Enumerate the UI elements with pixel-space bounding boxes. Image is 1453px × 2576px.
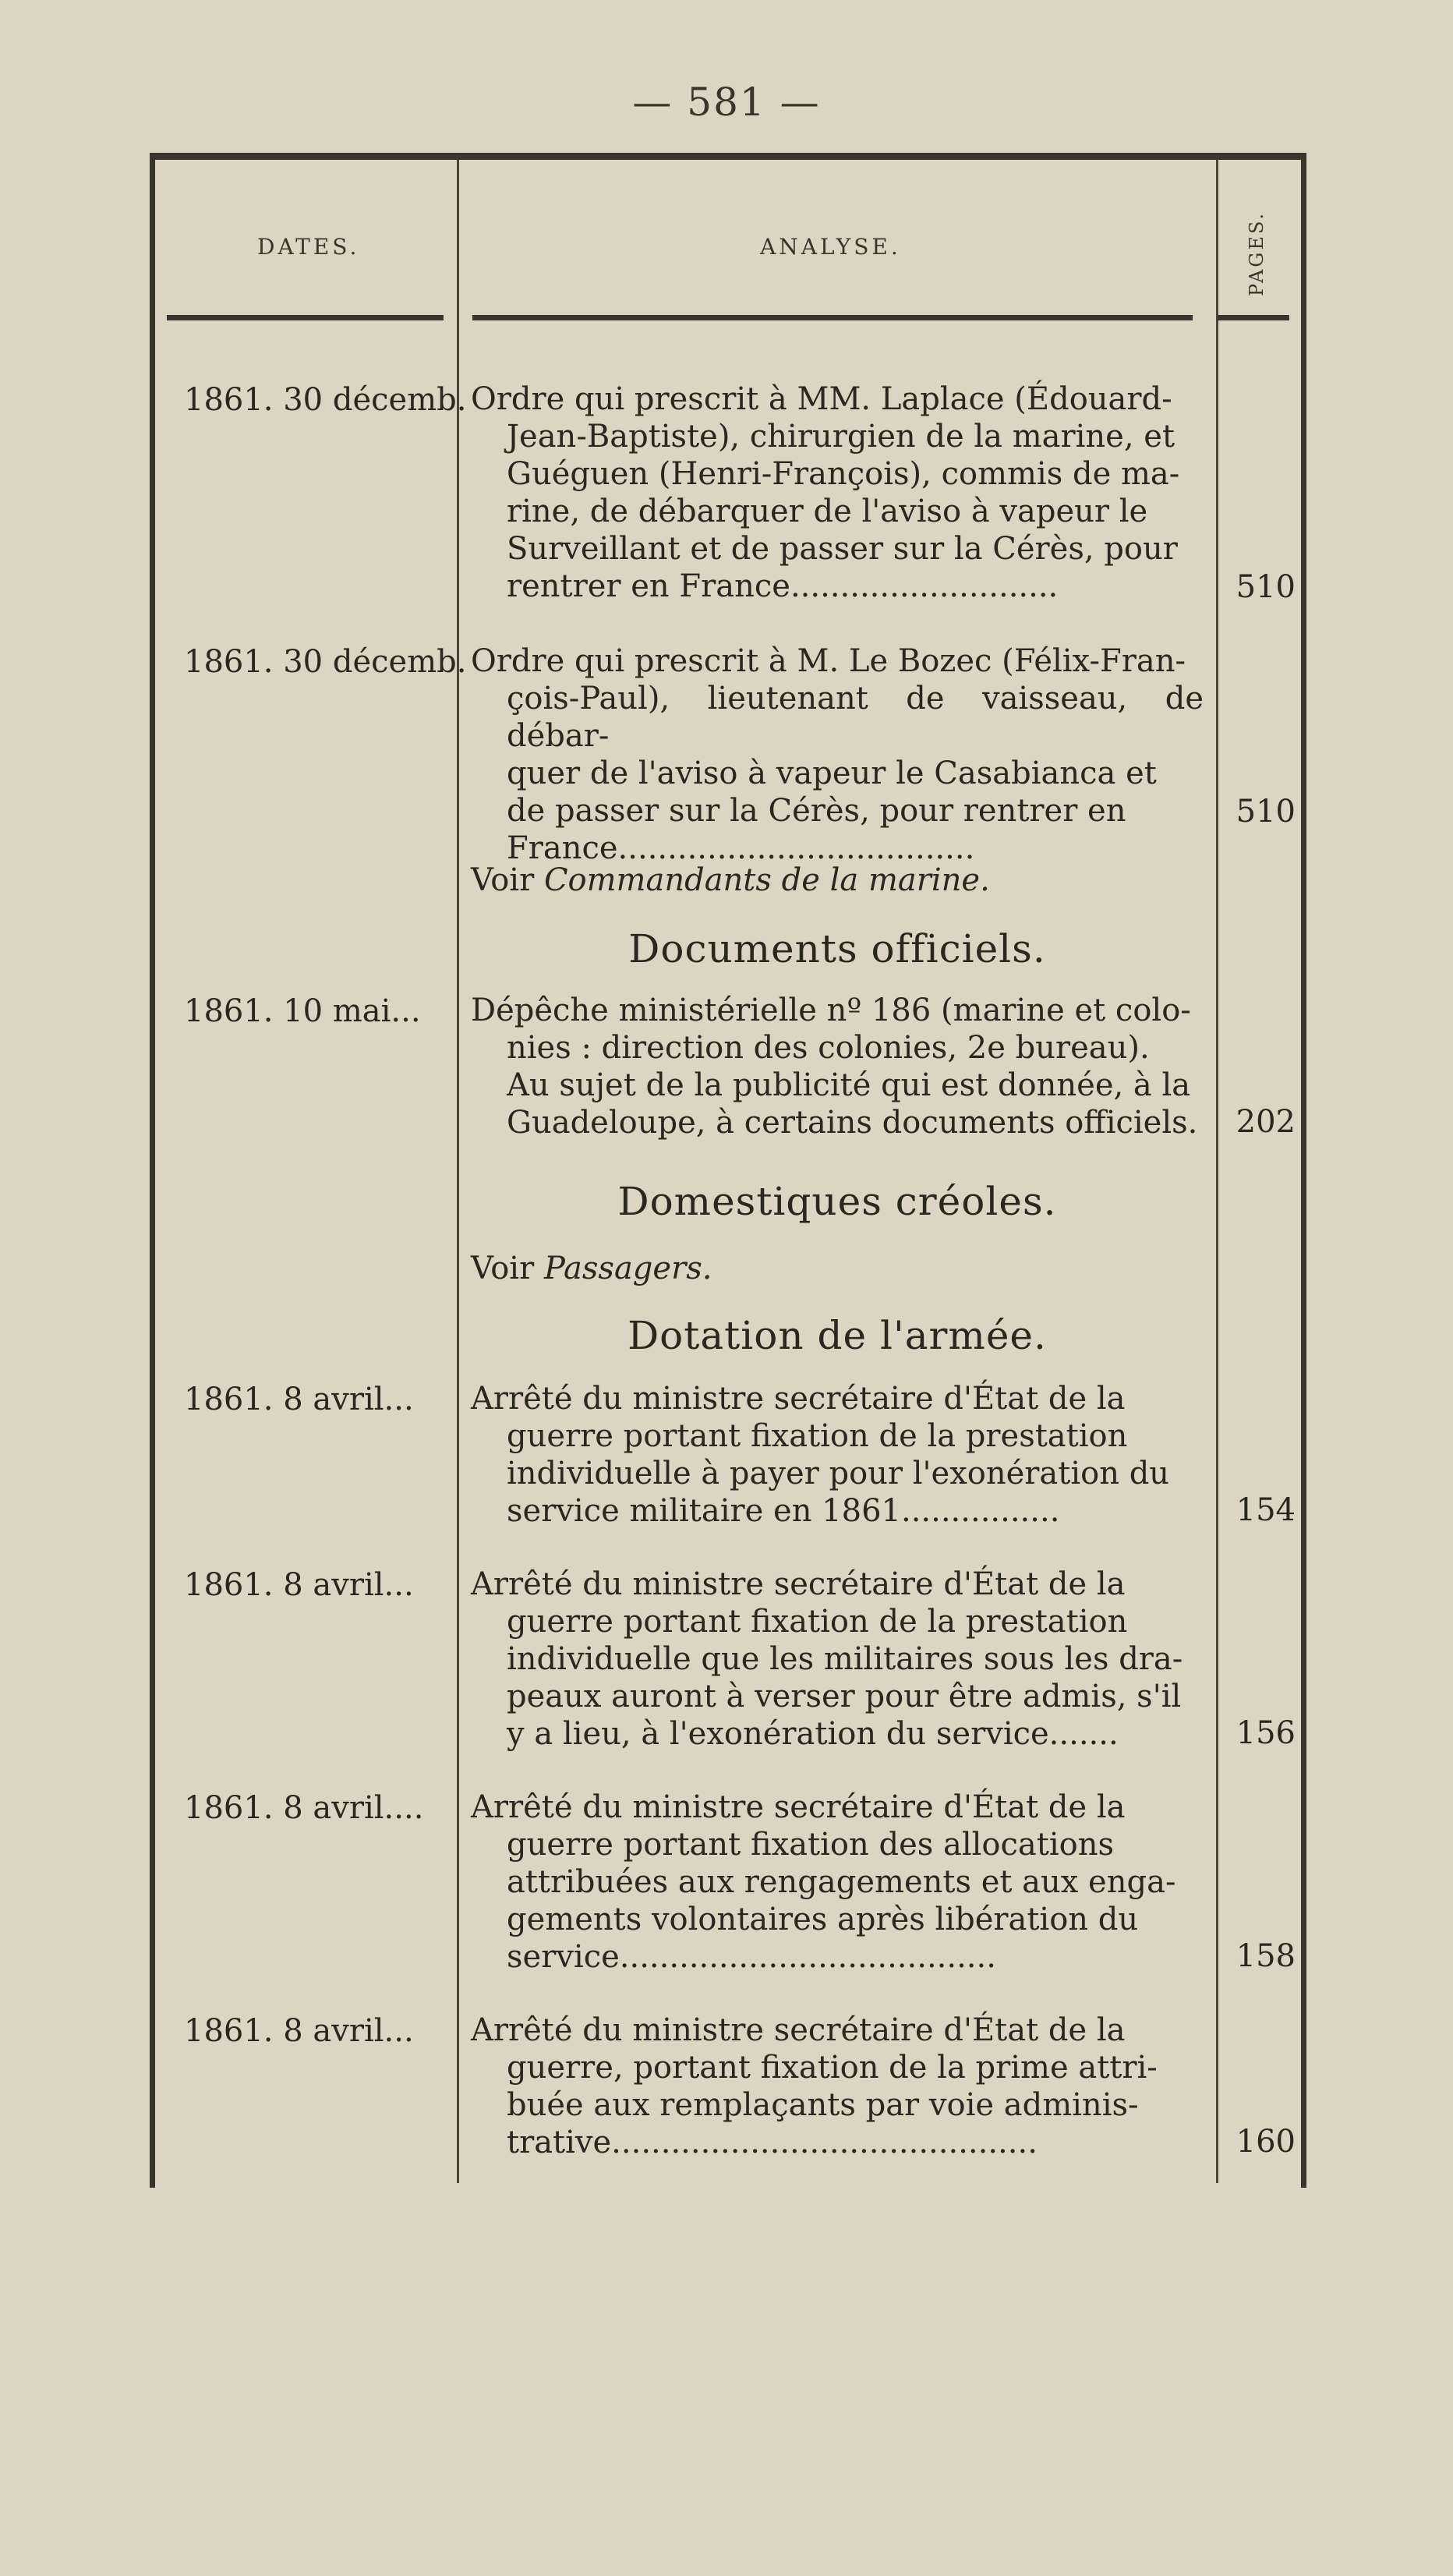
entry-line: service...................................... xyxy=(507,1939,996,1975)
entry-date: 1861. 8 avril... xyxy=(184,1382,414,1417)
see-also-prefix: Voir xyxy=(471,1251,535,1286)
entry-line: peaux auront à verser pour être admis, s'il xyxy=(507,1679,1182,1714)
section-heading: Documents officiels. xyxy=(628,926,1046,971)
header-analyse: ANALYSE. xyxy=(760,234,901,260)
entry-line: buée aux remplaçants par voie adminis- xyxy=(507,2087,1139,2123)
entry-page: 510 xyxy=(1236,794,1296,830)
entry-page: 154 xyxy=(1236,1492,1296,1528)
entry-line: Guadeloupe, à certains documents officiels. xyxy=(507,1105,1198,1141)
entry-text xyxy=(471,380,1204,605)
entry-line: Au sujet de la publicité qui est donnée, à la xyxy=(507,1067,1191,1103)
entry-line: nies : direction des colonies, 2e bureau). xyxy=(507,1030,1150,1066)
entry-line: y a lieu, à l'exonération du service....... xyxy=(507,1716,1119,1752)
entry-line: quer de l'aviso à vapeur le Casabianca et xyxy=(507,755,1157,791)
entry-line: Ordre qui prescrit à M. Le Bozec (Félix-Fran- xyxy=(471,643,1186,679)
entry-text xyxy=(471,992,1204,1141)
entry-line: Arrêté du ministre secrétaire d'État de la xyxy=(471,1566,1126,1602)
entry-line: çois-Paul), lieutenant de vaisseau, de débar- xyxy=(507,681,1204,754)
entry-line: attribuées aux rengagements et aux enga- xyxy=(507,1864,1176,1900)
entry-page: 202 xyxy=(1236,1104,1296,1140)
entry-text xyxy=(471,2012,1204,2161)
entry-line: Dépêche ministérielle nº 186 (marine et colo- xyxy=(471,993,1191,1028)
entry-line: Ordre qui prescrit à MM. Laplace (Édouard- xyxy=(471,381,1172,417)
column-divider-pages xyxy=(1216,160,1218,2183)
see-also-target: Commandants de la marine. xyxy=(543,862,990,898)
entry-line: Arrêté du ministre secrétaire d'État de la xyxy=(471,1789,1126,1825)
entry-line: guerre portant fixation de la prestation xyxy=(507,1604,1128,1640)
entry-date: 1861. 8 avril.... xyxy=(184,1790,424,1826)
entry-line: Arrêté du ministre secrétaire d'État de la xyxy=(471,2012,1126,2048)
header-rule-dates xyxy=(167,315,444,320)
entry-line: rentrer en France........................... xyxy=(507,568,1059,604)
entry-date: 1861. 10 mai... xyxy=(184,993,421,1029)
entry-line: Arrêté du ministre secrétaire d'État de la xyxy=(471,1381,1126,1417)
entry-line: Jean-Baptiste), chirurgien de la marine, et xyxy=(507,419,1175,455)
entry-text xyxy=(471,1380,1204,1530)
entry-line: Guéguen (Henri-François), commis de ma- xyxy=(507,456,1180,492)
see-also xyxy=(471,862,990,898)
entry-line: individuelle que les militaires sous les dra- xyxy=(507,1641,1183,1677)
entry-line: service militaire en 1861................ xyxy=(507,1493,1060,1529)
entry-line: individuelle à payer pour l'exonération du xyxy=(507,1456,1170,1491)
entry-line: trative........................................... xyxy=(507,2125,1038,2160)
entry-line: France.................................... xyxy=(507,830,975,866)
entry-line: guerre portant fixation des allocations xyxy=(507,1827,1114,1863)
header-rule-pages xyxy=(1218,315,1289,320)
entry-date: 1861. 8 avril... xyxy=(184,2013,414,2049)
header-dates: DATES. xyxy=(257,234,360,260)
header-rule-analyse xyxy=(472,315,1193,320)
entry-date: 1861. 30 décemb. xyxy=(184,382,467,418)
column-divider-dates xyxy=(457,160,459,2183)
entry-text xyxy=(471,1566,1204,1753)
header-pages: PAGES. xyxy=(1246,211,1267,296)
entry-text xyxy=(471,1789,1204,1976)
entry-line: Surveillant et de passer sur la Cérès, pour xyxy=(507,531,1178,567)
entry-line: rine, de débarquer de l'aviso à vapeur le xyxy=(507,494,1148,529)
entry-page: 158 xyxy=(1236,1938,1296,1974)
entry-date: 1861. 8 avril... xyxy=(184,1567,414,1603)
see-also-target: Passagers. xyxy=(543,1251,712,1286)
section-heading: Domestiques créoles. xyxy=(617,1179,1057,1224)
entry-line: gements volontaires après libération du xyxy=(507,1902,1139,1937)
entry-line: de passer sur la Cérès, pour rentrer en xyxy=(507,793,1126,829)
entry-text xyxy=(471,642,1204,867)
see-also xyxy=(471,1251,712,1286)
section-heading: Dotation de l'armée. xyxy=(628,1313,1047,1358)
entry-page: 156 xyxy=(1236,1715,1296,1751)
entry-line: guerre portant fixation de la prestation xyxy=(507,1418,1128,1454)
see-also-prefix: Voir xyxy=(471,862,535,898)
entry-page: 510 xyxy=(1236,569,1296,605)
entry-line: guerre, portant fixation de la prime attri- xyxy=(507,2050,1158,2086)
entry-date: 1861. 30 décemb. xyxy=(184,644,467,680)
page-number: — 581 — xyxy=(632,80,821,125)
entry-page: 160 xyxy=(1236,2124,1296,2160)
